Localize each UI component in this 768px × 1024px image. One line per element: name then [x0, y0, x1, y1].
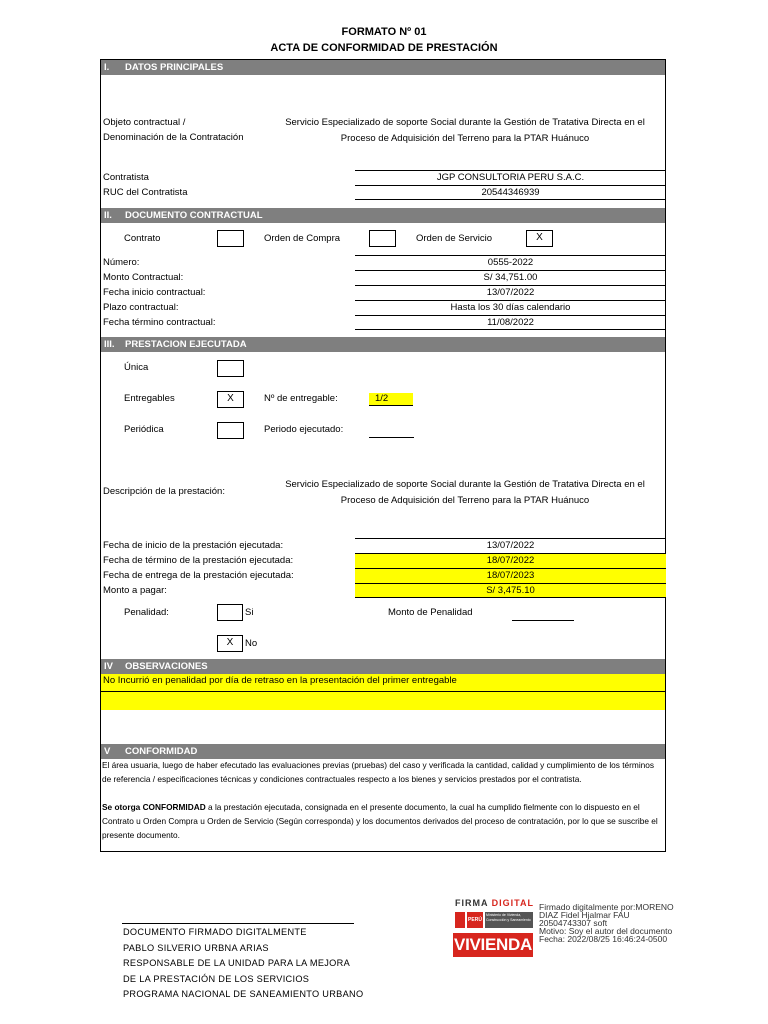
objeto-label-2: Denominación de la Contratación: [103, 132, 244, 143]
signature-line-5: PROGRAMA NACIONAL DE SANEAMIENTO URBANO: [123, 989, 364, 999]
section-number: II.: [104, 210, 112, 221]
orden-compra-label: Orden de Compra: [264, 233, 341, 244]
monto-pagar-label: Monto a pagar:: [103, 585, 167, 596]
observaciones-field[interactable]: [101, 674, 665, 710]
peru-shield-icon: [455, 912, 465, 928]
entregables-checkbox[interactable]: X: [217, 391, 244, 408]
objeto-value: [255, 115, 675, 147]
signature-line-1: DOCUMENTO FIRMADO DIGITALMENTE: [123, 927, 307, 937]
penalidad-label: Penalidad:: [124, 607, 169, 618]
fecha-inicio-label: Fecha inicio contractual:: [103, 287, 206, 298]
ministry-name: Ministerio de Vivienda, Construcción y Saneamiento: [485, 912, 533, 928]
conformidad-bold: Se otorga CONFORMIDAD: [102, 802, 206, 812]
fecha-inicio-value: 13/07/2022: [355, 285, 666, 300]
section-header-prestacion-ejecutada: [101, 337, 665, 352]
conformidad-paragraph-2: [102, 801, 662, 842]
contrato-label: Contrato: [124, 233, 161, 244]
descripcion-value-line-1: Servicio Especializado de soporte Social durante la Gestión de Tratativa Directa en el: [285, 479, 645, 490]
plazo-label: Plazo contractual:: [103, 302, 179, 313]
unica-checkbox[interactable]: [217, 360, 244, 377]
monto-penalidad-underline[interactable]: [512, 620, 574, 621]
document-subtitle: ACTA DE CONFORMIDAD DE PRESTACIÓN: [270, 42, 498, 54]
peru-label: PERÚ: [467, 912, 483, 928]
descripcion-value-line-2: Proceso de Adquisición del Terreno para la PTAR Huánuco: [340, 495, 590, 506]
signature-line-3: RESPONSABLE DE LA UNIDAD PARA LA MEJORA: [123, 958, 350, 968]
periodica-checkbox[interactable]: [217, 422, 244, 439]
entregable-num-value[interactable]: 1/2: [369, 393, 413, 406]
fecha-termino-value: 11/08/2022: [355, 315, 666, 330]
unica-label: Única: [124, 362, 149, 373]
fecha-inicio-prestacion-value: 13/07/2022: [355, 538, 666, 553]
periodo-underline[interactable]: [369, 437, 414, 438]
monto-contractual-label: Monto Contractual:: [103, 272, 184, 283]
entregables-label: Entregables: [124, 393, 175, 404]
numero-value: 0555-2022: [355, 255, 666, 270]
fecha-termino-prestacion-label: Fecha de término de la prestación ejecutada:: [103, 555, 294, 566]
digital-word: DIGITAL: [491, 898, 534, 908]
penalidad-si-checkbox[interactable]: [217, 604, 243, 621]
numero-label: Número:: [103, 257, 140, 268]
signature-line: [122, 923, 354, 924]
observaciones-text: No Incurrió en penalidad por día de retraso en la presentación del primer entregable: [103, 675, 457, 686]
contratista-value: JGP CONSULTORIA PERU S.A.C.: [355, 170, 666, 185]
section-title: PRESTACION EJECUTADA: [125, 339, 247, 350]
firma-digital-badge: [455, 898, 534, 908]
section-number: IV: [104, 661, 113, 672]
digital-signature-line-2: DIAZ Fidel Hjalmar FAU: [539, 910, 630, 920]
penalidad-no-checkbox[interactable]: X: [217, 635, 243, 652]
section-number: III.: [104, 339, 115, 350]
signature-block: [123, 925, 363, 1003]
fecha-entrega-prestacion-label: Fecha de entrega de la prestación ejecutada:: [103, 570, 294, 581]
digital-signature-info: [539, 903, 674, 943]
signature-line-4: DE LA PRESTACIÓN DE LOS SERVICIOS: [123, 973, 310, 984]
objeto-label-1: Objeto contractual /: [103, 117, 186, 128]
vivienda-logo: VIVIENDA: [453, 933, 533, 957]
ministry-logo: [455, 910, 533, 930]
descripcion-value: [255, 477, 675, 509]
digital-signature-line-1: Firmado digitalmente por:MORENO: [539, 902, 674, 912]
fecha-inicio-prestacion-label: Fecha de inicio de la prestación ejecutada:: [103, 540, 284, 551]
digital-signature-line-4: Motivo: Soy el autor del documento: [539, 926, 673, 936]
section-title: DOCUMENTO CONTRACTUAL: [125, 210, 263, 221]
fecha-termino-label: Fecha término contractual:: [103, 317, 216, 328]
periodo-label: Periodo ejecutado:: [264, 424, 344, 435]
periodica-label: Periódica: [124, 424, 164, 435]
objeto-value-line-2: Proceso de Adquisición del Terreno para la PTAR Huánuco: [340, 133, 590, 144]
monto-penalidad-label: Monto de Penalidad: [388, 607, 473, 618]
section-header-documento-contractual: [101, 208, 665, 223]
section-header-datos-principales: [101, 60, 665, 75]
orden-servicio-label: Orden de Servicio: [416, 233, 493, 244]
section-title: CONFORMIDAD: [125, 746, 198, 757]
entregable-num-label: Nº de entregable:: [264, 393, 338, 404]
firma-word: FIRMA: [455, 898, 492, 908]
contratista-label: Contratista: [103, 172, 149, 183]
monto-pagar-value: S/ 3,475.10: [355, 583, 666, 598]
section-header-observaciones: [101, 659, 665, 674]
section-header-conformidad: [101, 744, 665, 759]
penalidad-si-label: Si: [245, 607, 254, 618]
orden-compra-checkbox[interactable]: [369, 230, 396, 247]
section-number: I.: [104, 62, 110, 73]
digital-signature-line-3: 20504743307 soft: [539, 918, 608, 928]
section-title: DATOS PRINCIPALES: [125, 62, 224, 73]
contrato-checkbox[interactable]: [217, 230, 244, 247]
monto-contractual-value: S/ 34,751.00: [355, 270, 666, 285]
signature-line-2: PABLO SILVERIO URBNA ARIAS: [123, 942, 269, 953]
orden-servicio-checkbox[interactable]: X: [526, 230, 553, 247]
ruc-label: RUC del Contratista: [103, 187, 188, 198]
descripcion-label: Descripción de la prestación:: [103, 486, 225, 497]
conformidad-paragraph-1: El área usuaria, luego de haber efecutado las evaluaciones previas (pruebas) del caso y verificada la cantidad, calidad y cumplimiento de los términos de referencia / especificaciones técnicas y condiciones contractuales respecto a los bienes y servicios prestados por el contratista.: [102, 760, 655, 784]
document-title: FORMATO Nº 01: [341, 26, 427, 38]
digital-signature-line-5: Fecha: 2022/08/25 16:46:24-0500: [539, 934, 668, 944]
penalidad-no-label: No: [245, 638, 258, 649]
ruc-value: 20544346939: [355, 185, 666, 200]
conformidad-rest: a la prestación ejecutada, consignada en el presente documento, la cual ha cumplido fielmente con lo dispuesto en el Contrato u Orden Compra u Orden de Servicio (Según corresponda) y los documentos derivados del proceso de contratación, por lo que se suscribe el presente documento.: [102, 802, 658, 840]
fecha-entrega-prestacion-value: 18/07/2023: [355, 568, 666, 583]
plazo-value: Hasta los 30 días calendario: [355, 300, 666, 315]
fecha-termino-prestacion-value: 18/07/2022: [355, 553, 666, 568]
observaciones-divider: [101, 691, 665, 692]
section-number: V: [104, 746, 111, 757]
section-title: OBSERVACIONES: [125, 661, 208, 672]
objeto-value-line-1: Servicio Especializado de soporte Social durante la Gestión de Tratativa Directa en el: [285, 117, 645, 128]
